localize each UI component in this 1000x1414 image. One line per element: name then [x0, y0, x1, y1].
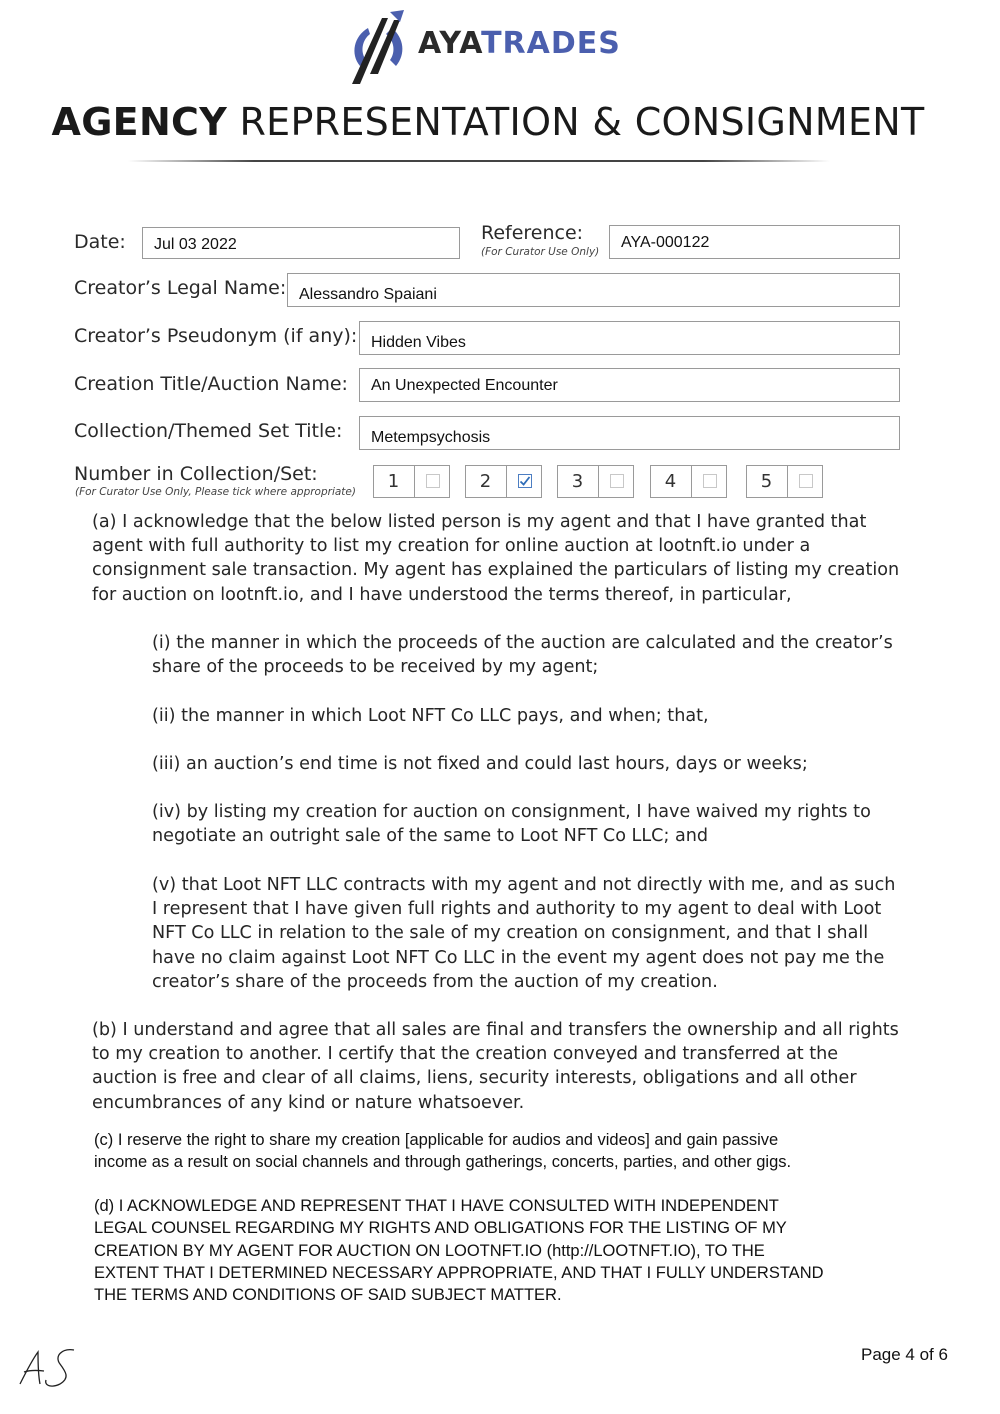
- brand-name-part1: AYA: [418, 26, 482, 61]
- number-in-set-label: Number in Collection/Set:: [74, 463, 318, 485]
- set-number-checkbox[interactable]: [506, 466, 543, 497]
- document-title-bold: AGENCY: [51, 100, 228, 144]
- clause-a-line: (a) I acknowledge that the below listed person is my agent and that I have granted that: [92, 512, 867, 532]
- clause-a: [92, 510, 899, 607]
- reference-field[interactable]: AYA-000122: [609, 225, 900, 259]
- clause-b-line: to my creation to another. I certify that the creation conveyed and transferred at the: [92, 1044, 839, 1065]
- reference-label: Reference:: [481, 222, 584, 244]
- title-divider: [128, 160, 830, 162]
- set-number-checkbox[interactable]: [787, 466, 824, 497]
- set-number-label: 5: [760, 471, 773, 492]
- clause-v-line: (v) that Loot NFT LLC contracts with my agent and not directly with me, and as such: [152, 875, 896, 895]
- document-title: [0, 100, 976, 144]
- clause-a-line: for auction on lootnft.io, and I have understood the terms thereof, in particular,: [92, 584, 792, 605]
- clause-a-line: consignment sale transaction. My agent has explained the particulars of listing my creation: [92, 560, 900, 581]
- collection-title-label: Collection/Themed Set Title:: [74, 420, 343, 442]
- set-number-option-5: [746, 465, 823, 498]
- clause-c: [94, 1129, 791, 1174]
- clause-d-line: CREATION BY MY AGENT FOR AUCTION ON LOOTNFT.IO (http://LOOTNFT.IO), TO THE: [94, 1241, 765, 1260]
- set-number-label: 2: [479, 471, 492, 492]
- set-number-checkbox[interactable]: [598, 466, 635, 497]
- date-label: Date:: [74, 231, 126, 253]
- clause-c-line: income as a result on social channels and through gatherings, concerts, parties, and other gigs.: [94, 1153, 792, 1172]
- creation-title-label: Creation Title/Auction Name:: [74, 373, 348, 395]
- legal-name-field[interactable]: Alessandro Spaiani: [287, 273, 900, 307]
- set-number-option-1: [373, 465, 450, 498]
- clause-v-line: I represent that I have given full rights and authority to my agent to deal with Loot: [152, 899, 882, 920]
- set-number-label: 4: [664, 471, 677, 492]
- clause-b-line: auction is free and clear of all claims, liens, security interests, obligations and all other: [92, 1068, 857, 1089]
- creation-title-field[interactable]: An Unexpected Encounter: [359, 368, 900, 402]
- set-number-option-3: [557, 465, 634, 498]
- clause-d-line: THE TERMS AND CONDITIONS OF SAID SUBJECT MATTER.: [94, 1286, 562, 1305]
- page-number: Page 4 of 6: [861, 1345, 948, 1364]
- pseudonym-field[interactable]: Hidden Vibes: [359, 321, 900, 355]
- clause-ii: [152, 704, 709, 728]
- signature-initials: [16, 1344, 86, 1392]
- number-in-set-note: (For Curator Use Only, Please tick where appropriate): [75, 486, 356, 498]
- clause-iv-line: negotiate an outright sale of the same to Loot NFT Co LLC; and: [152, 826, 709, 847]
- legal-name-label: Creator’s Legal Name:: [74, 277, 287, 299]
- clause-b: [92, 1018, 899, 1115]
- clause-v-line: NFT Co LLC in relation to the sale of my creation on consignment, and that I shall: [152, 923, 869, 944]
- pseudonym-label: Creator’s Pseudonym (if any):: [74, 325, 358, 347]
- clause-b-line: encumbrances of any kind or nature whatsoever.: [92, 1092, 525, 1113]
- clause-iv: [152, 800, 871, 848]
- checkmark-icon: [519, 475, 531, 487]
- clause-v-line: have no claim against Loot NFT Co LLC in the event my agent does not pay me the: [152, 947, 885, 968]
- clause-b-line: (b) I understand and agree that all sales are final and transfers the ownership and all rights: [92, 1020, 899, 1040]
- clause-d-line: (d) I ACKNOWLEDGE AND REPRESENT THAT I HAVE CONSULTED WITH INDEPENDENT: [94, 1197, 779, 1215]
- checkbox-icon: [799, 474, 813, 488]
- ayatrades-logo-icon: [348, 8, 410, 88]
- clause-iii: [152, 752, 808, 776]
- collection-title-field[interactable]: Metempsychosis: [359, 416, 900, 450]
- set-number-label: 3: [571, 471, 584, 492]
- clause-d: [94, 1195, 824, 1306]
- company-logo: [348, 8, 638, 88]
- clause-ii-line: (ii) the manner in which Loot NFT Co LLC pays, and when; that,: [152, 706, 709, 726]
- clause-iii-line: (iii) an auction’s end time is not fixed and could last hours, days or weeks;: [152, 754, 808, 774]
- set-number-option-2: [465, 465, 542, 498]
- clause-d-line: LEGAL COUNSEL REGARDING MY RIGHTS AND OBLIGATIONS FOR THE LISTING OF MY: [94, 1219, 787, 1238]
- clause-iv-line: (iv) by listing my creation for auction on consignment, I have waived my rights to: [152, 802, 871, 822]
- clause-v: [152, 873, 895, 994]
- brand-name: [418, 26, 621, 61]
- clause-d-line: EXTENT THAT I DETERMINED NECESSARY APPROPRIATE, AND THAT I FULLY UNDERSTAND: [94, 1263, 824, 1282]
- clause-a-line: agent with full authority to list my creation for online auction at lootnft.io under a: [92, 536, 811, 557]
- clause-v-line: creator’s share of the proceeds from the auction of my creation.: [152, 971, 718, 992]
- checkbox-icon: [703, 474, 717, 488]
- clause-i-line: (i) the manner in which the proceeds of the auction are calculated and the creator’s: [152, 633, 893, 653]
- clause-i: [152, 631, 893, 679]
- clause-i-line: share of the proceeds to be received by my agent;: [152, 657, 599, 678]
- reference-note: (For Curator Use Only): [481, 246, 600, 258]
- set-number-label: 1: [387, 471, 400, 492]
- date-field[interactable]: Jul 03 2022: [142, 227, 460, 259]
- checkbox-icon: [610, 474, 624, 488]
- checkbox-icon: [426, 474, 440, 488]
- clause-c-line: (c) I reserve the right to share my creation [applicable for audios and videos] and gain passive: [94, 1131, 779, 1149]
- document-title-rest: REPRESENTATION & CONSIGNMENT: [227, 100, 925, 144]
- brand-name-part2: TRADES: [481, 26, 621, 61]
- set-number-checkbox[interactable]: [414, 466, 451, 497]
- set-number-option-4: [650, 465, 727, 498]
- set-number-checkbox[interactable]: [691, 466, 728, 497]
